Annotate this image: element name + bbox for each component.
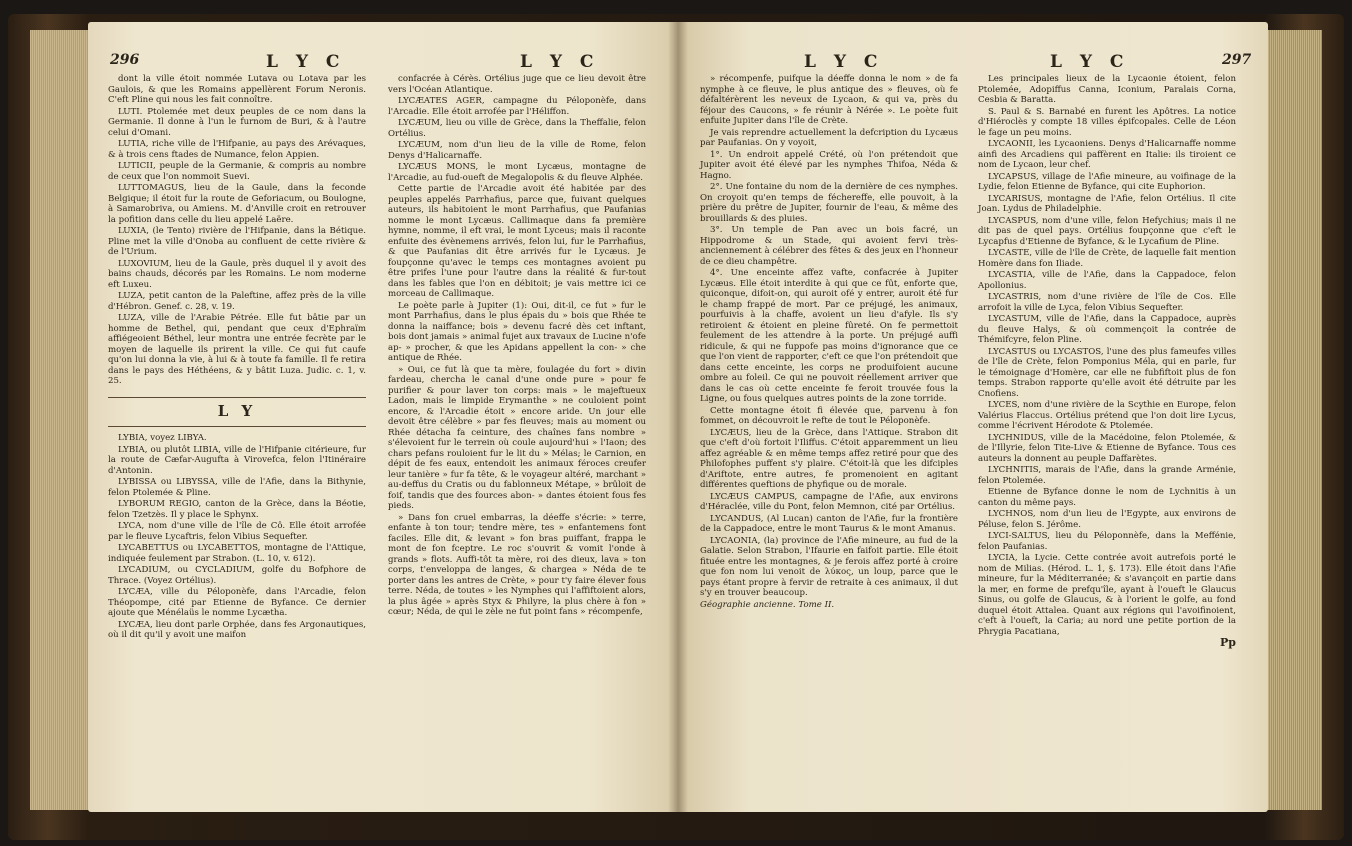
book-gutter [668,22,688,812]
dictionary-entry: » Dans fon cruel embarras, la déeffe s'écrie: » terre, enfante à ton tour; tendre mère, tes » enfantemens font faciles. Elle dit, & levant » fon bras puiffant, frappa le mont de fon fceptre. Le roc s'ouvrit & vomit l'onde à grands » flots. Auffi-tôt ta mère, roi des dieux, lava » ton corps, t'enveloppa de langes, & chargea » Néda de te porter dans les antres de Crète, » pour t'y faire élever fous terre. Néda, de toutes » les Nymphes qui l'affiftoient alors, la plus âgée » après Styx & Philyre, la plus chère à fon » cœur; Néda, de qui le zèle ne fut point fans » récompenfe, [388,512,646,617]
dictionary-entry: LYCÆUS CAMPUS, campagne de l'Afie, aux environs d'Héraclée, ville du Pont, felon Memnon, cité par Ortélius. [700,491,958,512]
page-footer: Géographie ancienne. Tome II. [700,599,835,610]
dictionary-entry: LYCABETTUS ou LYCABETTOS, montagne de l'Attique, indiquée feulement par Strabon. (L. 10, v. 612). [108,543,366,564]
dictionary-entry: LYCAPSUS, village de l'Afie mineure, au voifinage de la Lydie, felon Etienne de Byfance, qui cite Euphorion. [978,171,1236,192]
section-letter: L Y [217,401,257,420]
dictionary-entry: LUZA, petit canton de la Paleftine, affez près de la ville d'Hébron. Genef. c. 28, v. 19. [108,291,366,312]
entries [388,74,646,618]
dictionary-entry: LYCASTUS ou LYCASTOS, l'une des plus fameufes villes de l'île de Crète, felon Pomponius Méla, qui en parle, fur le témoignage d'Homère, car elle ne fubfiftoit plus de fon temps. Strabon rapporte qu'elle avoit été détruite par les Cnofiens. [978,346,1236,399]
page-number: 296 [110,52,140,68]
dictionary-entry: LYCES, nom d'une rivière de la Scythie en Europe, felon Valérius Flaccus. Ortélius prétend que l'on doit lire Lycus, comme l'écrivent Hérodote & Ptolemée. [978,400,1236,431]
dictionary-entry: LYBISSA ou LIBYSSA, ville de l'Afie, dans la Bithynie, felon Ptolemée & Pline. [108,477,366,498]
dictionary-entry: LYCASTUM, ville de l'Afie, dans la Cappadoce, auprès du fleuve Halys, & où commençoit la contrée de Thémifcyre, felon Pline. [978,314,1236,345]
dictionary-entry: Le poète parle à Jupiter (1): Oui, dit-il, ce fut » fur le mont Parrhafius, dans le plus épais du » bois que Rhée te donna la naiffance; bois » devenu facré dès cet inftant, bois dont jamais » animal fujet aux travaux de Lucine n'ofe ap- » procher, & que les Apidans appellent la con- » che antique de Rhée. [388,300,646,363]
dictionary-entry: LYCASTE, ville de l'île de Crète, de laquelle fait mention Homère dans fon Iliade. [978,248,1236,269]
left-page-column-1 [108,74,366,642]
dictionary-entry: LYCÆUS, lieu de la Grèce, dans l'Attique. Strabon dit que c'eft d'où fortoit l'Iliffus. C'étoit apparemment un lieu affez agréable & en même temps affez retiré pour que des Philofophes puffent s'y plaire. C'étoit-là que les difciples d'Ariftote, entre autres, fe promenoient en agitant différentes queftions de phyfique ou de morale. [700,427,958,490]
section-rule [108,397,366,398]
dictionary-entry: LYCASTRIS, nom d'une rivière de l'île de Cos. Elle arrofoit la ville de Lyca, felon Vibius Sequefter. [978,292,1236,313]
right-page-edges [1266,30,1322,810]
dictionary-entry: 3°. Un temple de Pan avec un bois facré, un Hippodrome & un Stade, qui avoient fervi très-anciennement à célébrer des fêtes & des jeux en l'honneur de ce dieu champêtre. [700,225,958,267]
dictionary-entry: LYCASTIA, ville de l'Afie, dans la Cappadoce, felon Apollonius. [978,270,1236,291]
dictionary-entry: LUTTOMAGUS, lieu de la Gaule, dans la feconde Belgique; il étoit fur la route de Geforiacum, ou Boulogne, à Samarobriva, ou Amiens. M. d'Anville croit en retrouver la pofition dans celle du lieu appelé Laëre. [108,183,366,225]
dictionary-entry: LYBORUM REGIO, canton de la Grèce, dans la Béotie, felon Tzetzès. Il y place le Sphynx. [108,499,366,520]
dictionary-entry: 2°. Une fontaine du nom de la dernière de ces nymphes. On croyoit qu'en temps de féchereffe, elle pouvoit, à la prière du prêtre de Jupiter, fournir de l'eau, & même des brouillards & des pluies. [700,182,958,224]
page-number: 297 [1222,52,1252,68]
running-header-right: L Y C [520,52,600,72]
dictionary-entry: Cette montagne étoit fi élevée que, parvenu à fon fommet, on découvroit le refte de tout le Péloponèfe. [700,405,958,426]
dictionary-entry: LYCANDUS, (Al Lucan) canton de l'Afie, fur la frontière de la Cappadoce, entre le mont Taurus & le mont Amanus. [700,513,958,534]
dictionary-entry: LYCA, nom d'une ville de l'île de Cô. Elle étoit arrofée par le fleuve Lycaftris, felon Vibius Sequefter. [108,521,366,542]
dictionary-entry: 4°. Une enceinte affez vafte, confacrée à Jupiter Lycæus. Elle étoit interdite à qui que ce fût, enforte que, quiconque, difoit-on, qui auroit ofé y entrer, auroit été fur le champ frappé de mort. Par ce préjugé, les animaux, pourfuivis à la chaffe, avoient un lieu d'afyle. Ils s'y retiroient & étoient en pleine fûreté. On fe permettoit feulement de les attendre à la porte. Un préjugé auffi ridicule, & qui ne fuppofe pas moins d'ignorance que ce que l'on vient de rapporter, c'eft ce que l'on prétendoit que dans cette enceinte, les corps ne produifoient aucune ombre au foleil. Ce qui ne pouvoit réellement arriver que dans le cas où cette enceinte fe feroit trouvée fous la Ligne, ou fous quelques autres points de la zone torride. [700,268,958,404]
dictionary-entry: LYBIA, voyez LIBYA. [118,433,207,443]
left-page-column-2 [388,74,646,619]
dictionary-entry: S. Paul & S. Barnabé en furent les Apôtres. La notice d'Hiéroclès y compte 18 villes épifcopales. Celle de Léon le fage un peu moins. [978,106,1236,138]
dictionary-entry: LUTI. Ptolemée met deux peuples de ce nom dans la Germanie. Il donne à l'un le furnom de Buri, & à l'autre celui d'Omani. [108,106,366,138]
dictionary-entry: LYBIA, ou plutôt LIBIA, ville de l'Hifpanie citérieure, fur la route de Cæfar-Augufta à Virovefca, felon l'Itinéraire d'Antonin. [108,444,366,476]
dictionary-entry: LYCASPUS, nom d'une ville, felon Hefychius; mais il ne dit pas de quel pays. Ortélius foupçonne que c'eft le Lycapfus d'Etienne de Byfance, & le Lycafium de Pline. [978,215,1236,247]
right-page [678,22,1268,812]
running-header-right: L Y C [1050,52,1130,72]
dictionary-entry: LYCHNOS, nom d'un lieu de l'Egypte, aux environs de Péluse, felon S. Jérôme. [978,509,1236,530]
entries-bottom [108,433,366,641]
section-rule [108,426,366,427]
right-page-column-2 [978,74,1236,650]
dictionary-entry: Les principales lieux de la Lycaonie étoient, felon Ptolemée, Adopiffus Canna, Iconium, Paralais Corna, Cesbia & Baratta. [978,74,1236,105]
left-page [88,22,678,812]
dictionary-entry: confacrée à Cérès. Ortélius juge que ce lieu devoit être vers l'Océan Atlantique. [388,74,646,95]
left-page-edges [30,30,90,810]
dictionary-entry: Je vais reprendre actuellement la defcription du Lycæus par Paufanias. On y voyoit, [700,127,958,148]
dictionary-entry: LYCARISUS, montagne de l'Afie, felon Ortélius. Il cite Joan. Lydus de Philadelphie. [978,193,1236,214]
entries [978,74,1236,637]
dictionary-entry: LYCIA, la Lycie. Cette contrée avoit autrefois porté le nom de Milias. (Hérod. L. 1, §. 173). Elle étoit dans l'Afie mineure, fur la Méditerranée; & s'avançoit en partie dans la mer, en forme de prefqu'île, ayant à l'oueft le Glaucus Sinus, ou golfe de Glaucus, & à l'orient le golfe, au fond duquel étoit Attalea. Quant aux régions qui l'avoifinoient, c'eft à l'oueft, la Caria; au nord une petite portion de la Phrygia Pacatiana, [978,553,1236,637]
entries [700,74,958,599]
dictionary-entry: LUXIA, (le Tento) rivière de l'Hifpanie, dans la Bétique. Pline met la ville d'Onoba au confluent de cette rivière & de l'Urium. [108,226,366,257]
running-header-left: L Y C [266,52,346,72]
dictionary-entry: LUTIA, riche ville de l'Hifpanie, au pays des Arévaques, & à trois cens ftades de Numance, felon Appien. [108,139,366,160]
dictionary-entry: » Oui, ce fut là que ta mère, foulagée du fort » divin fardeau, chercha le canal d'une onde pure » pour fe purifier & pour laver ton corps: mais » le majeftueux Ladon, mais le limpide Erymanthe » ne couloient point encore, & l'Arcadie étoit » encore aride. Un jour elle devoit être célèbre » par fes fleuves; mais au moment ou Rhée détacha fa ceinture, des chaînes fans nombre » s'élevoient fur le terrein où coule aujourd'hui » l'Iaon; des chars pefans rouloient fur le lit du » Mélas; le Carnion, en dépit de fes eaux, entendoit les animaux féroces creufer leur tanière » fur fa tête, & le voyageur altéré, marchant » au-deffus du Cratis ou du fablonneux Métape, » brûloit de foif, tandis que des fources abon- » dantes étoient fous fes pieds. [388,364,646,511]
dictionary-entry: 1°. Un endroit appelé Crété, où l'on prétendoit que Jupiter avoit été élevé par les nymphes Thifoa, Néda & Hagno. [700,149,958,181]
dictionary-entry: Cette partie de l'Arcadie avoit été habitée par des peuples appelés Parrhafius, parce que, fuivant quelques auteurs, ils habitoient le mont Parrhafius, que Paufanias nomme le mont Lycæus. Callimaque dans fa première hymne, nomme, il eft vrai, le mont Lyceus; mais il raconte enfuite des évènemens arrivés, felon lui, fur le Parrhafius, & que Paufanias dit être arrivés fur le Lycæus. Je foupçonne qu'avec le temps ces montagnes avoient pu être prifes l'une pour l'autre dans la réalité & fur-tout dans les fables que l'on en débitoit; je vais mettre ici ce morceau de Callimaque. [388,184,646,299]
dictionary-entry: LYCADIUM, ou CYCLADIUM, golfe du Bofphore de Thrace. (Voyez Ortélius). [108,565,366,586]
dictionary-entry: LYCÆA, ville du Péloponèfe, dans l'Arcadie, felon Théopompe, cité par Etienne de Byfance. Ce dernier ajoute que Ménélaüs le nomme Lycætha. [108,587,366,618]
dictionary-entry: » récompenfe, puifque la déeffe donna le nom » de fa nymphe à ce fleuve, le plus antique des » fleuves, où fe défaltérèrent les neveux de Lycaon, & qui va, près du féjour des Caucons, » fe réunir à Nérée ». Le poète fuit enfuite Jupiter dans l'île de Crète. [700,74,958,126]
dictionary-entry: LUXOVIUM, lieu de la Gaule, près duquel il y avoit des bains chauds, décorés par les Romains. Le nom moderne eft Luxeu. [108,258,366,290]
dictionary-entry: LUZA, ville de l'Arabie Pétrée. Elle fut bâtie par un homme de Bethel, qui, pendant que ceux d'Ephraïm affiégeoient Béthel, leur montra une entrée fecrète par le moyen de laquelle ils prirent la ville. Ce qui fut caufe qu'on lui donna la vie, à lui & à toute fa famille. Il fe retira dans le pays des Héthéens, & y bâtit Luza. Judic. c. 1, v. 25. [108,313,366,386]
dictionary-entry: LYCÆUS MONS, le mont Lycæus, montagne de l'Arcadie, au fud-oueft de Megalopolis & du fleuve Alphée. [388,162,646,183]
right-page-column-1 [700,74,958,611]
dictionary-entry: LYCI-SALTUS, lieu du Péloponnèfe, dans la Meffénie, felon Paufanias. [978,531,1236,552]
entries-top [108,74,366,387]
dictionary-entry: LYCÆA, lieu dont parle Orphée, dans fes Argonautiques, où il dit qu'il y avoit une maifon [108,619,366,640]
dictionary-entry: LYCÆATES AGER, campagne du Péloponèfe, dans l'Arcadie. Elle étoit arrofée par l'Héliffon. [388,96,646,117]
dictionary-entry: LUTICII, peuple de la Germanie, & compris au nombre de ceux que l'on nommoit Suevi. [108,161,366,182]
signature-mark: Pp [1220,636,1236,649]
dictionary-entry: LYCÆUM, nom d'un lieu de la ville de Rome, felon Denys d'Halicarnaffe. [388,140,646,161]
dictionary-entry: Etienne de Byfance donne le nom de Lychnitis à un canton du même pays. [978,487,1236,508]
running-header-left: L Y C [804,52,884,72]
dictionary-entry: dont la ville étoit nommée Lutava ou Lotava par les Gaulois, & que les Romains appellèrent Forum Neronis. C'eft Pline qui nous les fait connoître. [108,74,366,105]
dictionary-entry: LYCHNIDUS, ville de la Macédoine, felon Ptolemée, & de l'Illyrie, felon Tite-Live & Etienne de Byfance. Tous ces auteurs la donnent au peuple Daffarètes. [978,432,1236,464]
dictionary-entry: LYCÆUM, lieu ou ville de Grèce, dans la Theffalie, felon Ortélius. [388,118,646,139]
dictionary-entry: LYCAONIA, (la) province de l'Afie mineure, au fud de la Galatie. Selon Strabon, l'Ifaurie en faifoit partie. Elle étoit fituée entre les montagnes, & je ferois affez porté à croire que fon nom lui venoit de λύκος, un loup, parce que le pays étant propre à fervir de retraite à ces animaux, il dut s'y en trouver beaucoup. [700,535,958,598]
dictionary-entry: LYCAONII, les Lycaoniens. Denys d'Halicarnaffe nomme ainfi des Arcadiens qui paffèrent en Italie: ils tiroient ce nom de Lycaon, leur chef. [978,139,1236,170]
dictionary-entry: LYCHNITIS, marais de l'Afie, dans la grande Arménie, felon Ptolemée. [978,465,1236,486]
